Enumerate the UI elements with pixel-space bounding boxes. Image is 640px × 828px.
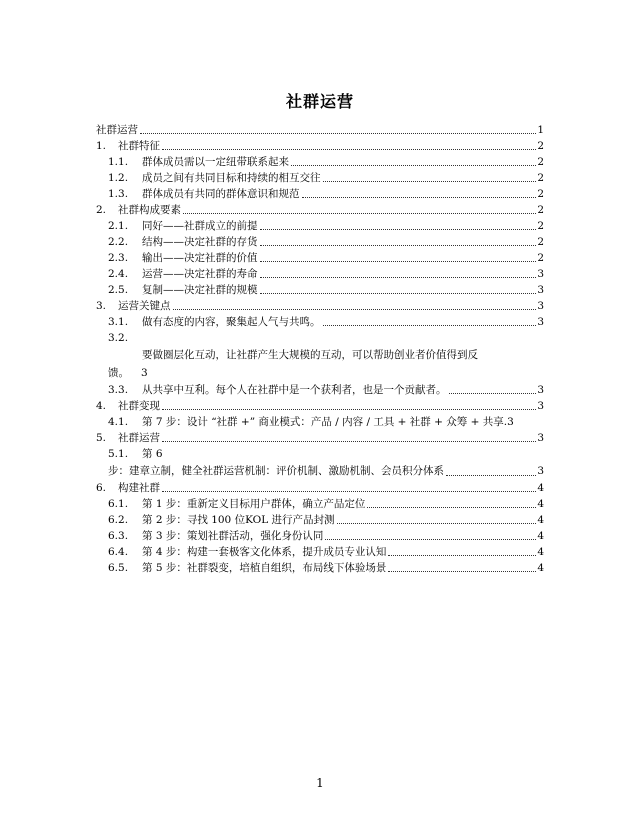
toc-entry-3-2-line-1	[96, 346, 544, 364]
toc-page-number: 3	[537, 284, 544, 296]
toc-entry-number: 1.3.	[108, 188, 129, 200]
toc-entry-1-3[interactable]	[96, 186, 544, 202]
toc-entry-5-1-line-1	[96, 446, 544, 462]
toc-entry-section-6[interactable]	[96, 480, 544, 496]
toc-leader-dots	[291, 164, 536, 166]
toc-entry-6-1[interactable]	[96, 496, 544, 512]
toc-entry-3-2-number-line	[96, 330, 544, 346]
toc-leader-dots	[449, 392, 537, 394]
toc-page-number: 3	[141, 367, 148, 379]
toc-leader-dots	[323, 180, 537, 182]
toc-entry-text: 社群变现	[118, 400, 160, 412]
toc-entry-3-1[interactable]	[96, 314, 544, 330]
toc-entry-text: 社群运营	[96, 124, 138, 136]
toc-entry-number: 6.5.	[108, 562, 129, 574]
toc-entry-5-1-line-2	[96, 462, 544, 480]
toc-entry-section-2[interactable]	[96, 202, 544, 218]
toc-page-number: 4	[537, 530, 544, 542]
toc-leader-dots	[323, 324, 537, 326]
toc-page-number: 3	[537, 432, 544, 444]
toc-leader-dots	[388, 570, 536, 572]
toc-entry-text: 社群运营	[118, 432, 160, 444]
toc-page-number: 4	[537, 562, 544, 574]
toc-page-number: 3	[507, 416, 514, 428]
toc-entry-number: 3.	[96, 300, 107, 312]
toc-leader-dots	[162, 148, 536, 150]
toc-leader-dots	[367, 506, 536, 508]
toc-entry-text-continued: 馈。	[108, 367, 129, 379]
toc-entry-number: 4.1.	[108, 416, 129, 428]
toc-entry-text-continued: 步：建章立制，健全社群运营机制：评价机制、激励机制、会员积分体系	[108, 465, 444, 477]
toc-leader-dots	[446, 474, 536, 476]
toc-leader-dots	[388, 554, 536, 556]
toc-entry-text: 第 1 步：重新定义目标用户群体，确立产品定位	[142, 498, 366, 510]
toc-entry-text: 运营——决定社群的寿命	[142, 268, 258, 280]
toc-entry-number: 3.1.	[108, 316, 129, 328]
toc-entry-number: 2.4.	[108, 268, 129, 280]
toc-entry-number: 2.3.	[108, 252, 129, 264]
toc-entry-number: 6.1.	[108, 498, 129, 510]
toc-entry-6-2[interactable]	[96, 512, 544, 528]
toc-entry-number: 6.3.	[108, 530, 129, 542]
toc-entry-2-5[interactable]	[96, 282, 544, 298]
toc-page-number: 3	[537, 316, 544, 328]
toc-entry-text: 结构——决定社群的存货	[142, 236, 258, 248]
toc-entry-number: 4.	[96, 400, 107, 412]
toc-entry-text: 运营关键点	[118, 300, 171, 312]
toc-entry-section-3[interactable]	[96, 298, 544, 314]
toc-page-number: 2	[537, 236, 544, 248]
toc-entry-text: 要做圈层化互动，让社群产生大规模的互动，可以帮助创业者价值得到反	[142, 349, 478, 361]
toc-leader-dots	[260, 244, 537, 246]
toc-page-number: 4	[537, 498, 544, 510]
toc-page-number: 4	[537, 546, 544, 558]
toc-entry-text: 群体成员需以一定纽带联系起来	[142, 156, 289, 168]
toc-entry-text: 第 2 步：寻找 100 位KOL 进行产品封测	[142, 514, 335, 526]
toc-entry-number: 1.2.	[108, 172, 129, 184]
toc-entry-text: 复制——决定社群的规模	[142, 284, 258, 296]
document-title: 社群运营	[285, 92, 354, 111]
toc-entry-number: 6.	[96, 482, 107, 494]
toc-leader-dots	[260, 292, 537, 294]
toc-entry-6-3[interactable]	[96, 528, 544, 544]
toc-page-number: 2	[537, 140, 544, 152]
toc-leader-dots	[302, 196, 537, 198]
toc-entry-text: 成员之间有共同目标和持续的相互交往	[142, 172, 321, 184]
toc-entry-number: 2.1.	[108, 220, 129, 232]
toc-entry-number: 2.2.	[108, 236, 129, 248]
toc-entry-number: 3.3.	[108, 384, 129, 396]
toc-entry-text: 社群构成要素	[118, 204, 181, 216]
toc-page-number: 2	[537, 204, 544, 216]
toc-leader-dots	[162, 490, 536, 492]
toc-page-number: 3	[537, 268, 544, 280]
toc-entry-text: 第 6	[142, 448, 163, 460]
toc-entry-number: 1.1.	[108, 156, 129, 168]
toc-entry-text: 第 5 步：社群裂变，培植自组织，布局线下体验场景	[142, 562, 387, 574]
toc-entry-3-2[interactable]	[96, 330, 544, 382]
toc-entry-number: 3.2.	[108, 332, 129, 344]
toc-leader-dots	[337, 522, 537, 524]
toc-leader-dots	[173, 308, 537, 310]
toc-page-number: 2	[537, 156, 544, 168]
toc-entry-2-3[interactable]	[96, 250, 544, 266]
toc-entry-text: 输出——决定社群的价值	[142, 252, 258, 264]
toc-entry-text: 第 7 步：设计 “社群 +” 商业模式：产品 / 内容 / 工具 + 社群 + 众筹 + 共享.	[142, 416, 508, 428]
toc-page-number: 2	[537, 172, 544, 184]
toc-entry-1-1[interactable]	[96, 154, 544, 170]
toc-entry-text: 同好——社群成立的前提	[142, 220, 258, 232]
toc-entry-1-2[interactable]	[96, 170, 544, 186]
toc-leader-dots	[183, 212, 536, 214]
page-number: 1	[316, 776, 324, 790]
toc-leader-dots	[325, 538, 536, 540]
toc-entry-3-3[interactable]	[96, 382, 544, 398]
toc-entry-number: 2.	[96, 204, 107, 216]
toc-entry-top[interactable]	[96, 122, 544, 138]
toc-entry-number: 1.	[96, 140, 107, 152]
toc-entry-6-4[interactable]	[96, 544, 544, 560]
toc-entry-4-1[interactable]	[96, 414, 544, 430]
toc-leader-dots	[162, 408, 536, 410]
toc-entry-text: 做有态度的内容，聚集起人气与共鸣。	[142, 316, 321, 328]
toc-entry-number: 5.1.	[108, 448, 129, 460]
toc-entry-text: 社群特征	[118, 140, 160, 152]
toc-leader-dots	[260, 260, 537, 262]
toc-page-number: 4	[537, 514, 544, 526]
toc-entry-text: 群体成员有共同的群体意识和规范	[142, 188, 300, 200]
toc-page-number: 1	[537, 124, 544, 136]
toc-entry-2-4[interactable]	[96, 266, 544, 282]
toc-entry-section-4[interactable]	[96, 398, 544, 414]
toc-leader-dots	[140, 132, 536, 134]
toc-entry-text: 构建社群	[118, 482, 160, 494]
toc-entry-number: 2.5.	[108, 284, 129, 296]
toc-entry-2-1[interactable]	[96, 218, 544, 234]
toc-page-number: 3	[537, 384, 544, 396]
toc-leader-dots	[260, 276, 537, 278]
toc-entry-number: 6.2.	[108, 514, 129, 526]
toc-entry-5-1[interactable]	[96, 446, 544, 480]
toc-entry-text: 从共享中互利。每个人在社群中是一个获利者，也是一个贡献者。	[142, 384, 447, 396]
toc-entry-3-2-line-2	[96, 364, 544, 382]
toc-entry-number: 5.	[96, 432, 107, 444]
toc-entry-section-1[interactable]	[96, 138, 544, 154]
toc-page-number: 2	[537, 252, 544, 264]
toc-leader-dots	[260, 228, 537, 230]
toc-entry-section-5[interactable]	[96, 430, 544, 446]
toc-page-number: 3	[537, 400, 544, 412]
toc-leader-dots	[162, 440, 536, 442]
toc-entry-number: 6.4.	[108, 546, 129, 558]
toc-entry-text: 第 4 步：构建一套极客文化体系，提升成员专业认知	[142, 546, 387, 558]
toc-entry-6-5[interactable]	[96, 560, 544, 576]
toc-page-number: 4	[537, 482, 544, 494]
toc-page-number: 2	[537, 188, 544, 200]
toc-page-number: 3	[537, 300, 544, 312]
toc-entry-2-2[interactable]	[96, 234, 544, 250]
table-of-contents	[96, 122, 544, 576]
toc-page-number: 2	[537, 220, 544, 232]
toc-entry-text: 第 3 步：策划社群活动，强化身份认同	[142, 530, 324, 542]
toc-page-number: 3	[537, 465, 544, 477]
